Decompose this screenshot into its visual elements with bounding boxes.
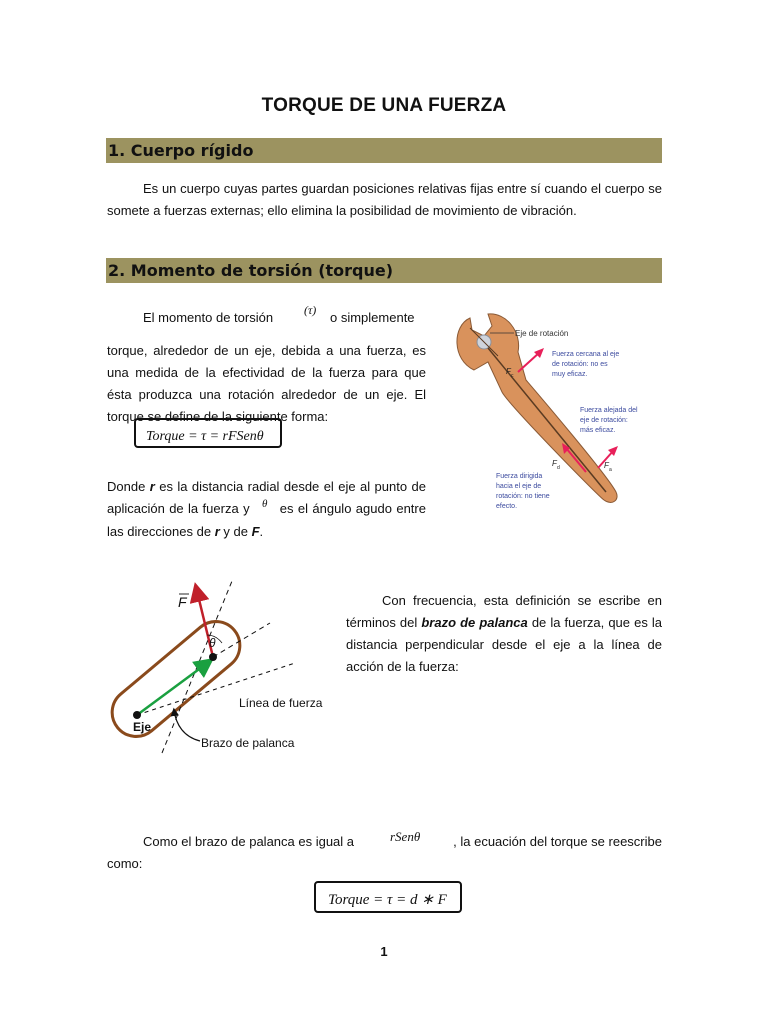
- equation-2: Torque = τ = d ∗ F: [328, 892, 447, 908]
- radius-extension-dashed: [213, 623, 270, 657]
- equation-box-2: [314, 881, 462, 913]
- frecuencia-paragraph: [346, 590, 662, 678]
- label-linea-fuerza: Línea de fuerza: [239, 696, 323, 710]
- intro-text-1: El momento de torsión: [143, 310, 274, 325]
- line-of-force-dashed: [162, 581, 232, 753]
- sub-fc: c: [511, 373, 514, 379]
- frecuencia-text-1: Con frecuencia, esta definición se escribe en términos del: [346, 593, 662, 630]
- section-heading-torque: 2. Momento de torsión (torque): [106, 258, 662, 283]
- label-theta: θ: [209, 636, 216, 650]
- wrench-figure: [448, 300, 663, 525]
- paragraph-cuerpo-rigido: Es un cuerpo cuyas partes guardan posiciones relativas fijas entre sí cuando el cuerpo se somete a fuerzas externas; ello elimina la posibilidad de movimiento de vibración.: [107, 181, 662, 218]
- label-fd-line4: efecto.: [496, 503, 518, 510]
- rigid-body-outline: [102, 612, 249, 746]
- como-text-1-wrap: [143, 831, 383, 853]
- sub-fd: d: [557, 465, 560, 471]
- label-brazo-palanca: Brazo de palanca: [201, 736, 295, 750]
- label-fc-line2: de rotación: no es: [552, 361, 608, 368]
- force-fc-arrow: [518, 348, 544, 372]
- donde-r: r: [149, 479, 155, 494]
- brazo-de-palanca-term: brazo de palanca: [421, 615, 528, 630]
- donde-F: F: [251, 524, 260, 539]
- label-force-F: F: [178, 594, 187, 610]
- como-text-3: como:: [107, 856, 143, 871]
- donde-end: .: [259, 524, 264, 539]
- axis-point: [133, 711, 141, 719]
- application-point: [209, 653, 217, 661]
- frecuencia-text-2: de la fuerza, que es la distancia perpendicular desde el eje a la línea de acción de la fuerza:: [346, 615, 662, 674]
- vec-fc: F: [506, 367, 511, 376]
- label-fa-line2: eje de rotación:: [580, 417, 628, 424]
- intro-text-2: o simplemente: [330, 310, 415, 325]
- label-eje: Eje: [133, 720, 152, 734]
- label-fa-line3: más eficaz.: [580, 427, 616, 434]
- label-fc-line1: Fuerza cercana al eje: [552, 351, 620, 358]
- page-number: 1: [380, 944, 388, 959]
- vec-fa: F: [604, 461, 609, 470]
- donde-text-3: es el ángulo agudo entre las direcciones de: [107, 501, 426, 539]
- page-title: TORQUE DE UNA FUERZA: [261, 95, 507, 116]
- intro-text-2-wrap: [330, 307, 430, 329]
- lever-arm-pointer: [174, 710, 200, 741]
- rsen-theta: rSenθ: [390, 829, 421, 844]
- como-text-3-wrap: [107, 853, 307, 875]
- label-fa-line1: Fuerza alejada del: [580, 407, 638, 414]
- donde-y: y de: [223, 524, 248, 539]
- vec-fd: F: [552, 459, 557, 468]
- donde-paragraph: [107, 476, 426, 543]
- como-text-2: , la ecuación del torque se reescribe: [453, 834, 662, 849]
- label-fd-line1: Fuerza dirigida: [496, 473, 543, 480]
- section-heading-cuerpo-rigido: 1. Cuerpo rígido: [106, 138, 662, 163]
- como-text-1: Como el brazo de palanca es igual a: [143, 834, 355, 849]
- label-eje-rotacion: Eje de rotación: [515, 329, 569, 338]
- radius-vector: [137, 661, 210, 715]
- equation-1: Torque = τ = rFSenθ: [146, 429, 264, 444]
- label-fd-line3: rotación: no tiene: [496, 493, 550, 500]
- intro-paragraph: torque, alrededor de un eje, debida a una fuerza, es una medida de la efectividad de la fuerza para que ésta produzca una rotación alrededor de un eje. El torque se define de la siguiente forma:: [107, 343, 426, 424]
- sub-fa: a: [609, 467, 612, 473]
- donde-r2: r: [214, 524, 220, 539]
- tau-symbol: (τ): [304, 303, 317, 317]
- label-fd-line2: hacia el eje de: [496, 483, 542, 490]
- equation-box-1: [134, 418, 282, 448]
- donde-text-1: Donde: [107, 479, 146, 494]
- lever-arm-diagram: [100, 575, 340, 755]
- como-text-2-wrap: [428, 831, 662, 853]
- label-fc-line3: muy eficaz.: [552, 371, 588, 378]
- donde-theta: θ: [261, 498, 268, 510]
- donde-text-2: es la distancia radial desde el eje al punto de aplicación de la fuerza y: [107, 479, 426, 516]
